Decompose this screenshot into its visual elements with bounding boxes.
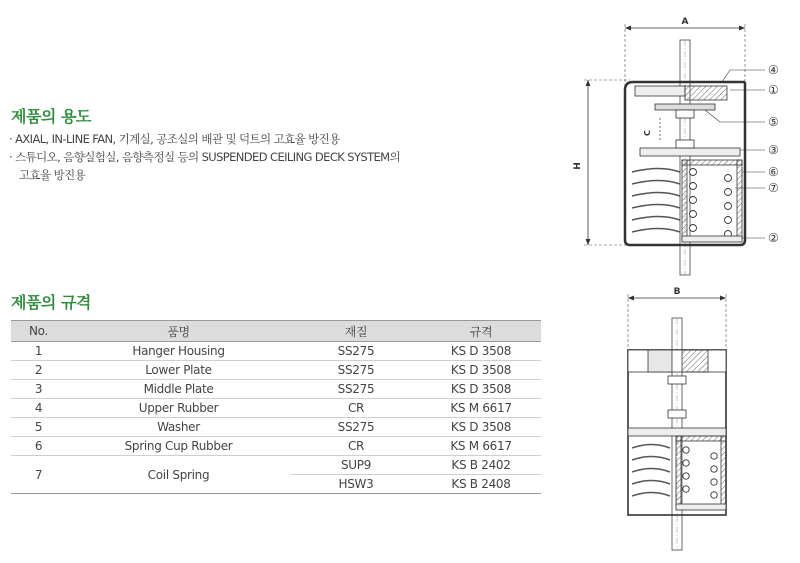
hanger-technical-drawing [560,10,800,555]
column-header-material: 재질 [291,321,421,342]
usage-item: 고효율 방진용 [19,168,86,182]
cell-material: CR [291,399,421,418]
cell-standard: KS B 2402 [421,456,541,475]
cell-name: Coil Spring [66,456,291,494]
column-header-name: 품명 [66,321,291,342]
cell-standard: KS B 2408 [421,475,541,494]
dim-c-label: C [643,130,652,136]
cell-material: SS275 [291,380,421,399]
usage-section-title: 제품의 용도 [11,107,91,126]
cell-name: Middle Plate [66,380,291,399]
table-row [11,399,541,418]
cell-material: SS275 [291,361,421,380]
usage-item: · 스튜디오, 음향실험실, 음향측정실 등의 SUSPENDED CEILING DECK SYSTEM의 [9,150,400,164]
cell-material: SS275 [291,342,421,361]
cell-no: 2 [11,361,66,380]
cell-name: Washer [66,418,291,437]
cell-no: 4 [11,399,66,418]
cell-no: 3 [11,380,66,399]
cell-standard: KS M 6617 [421,399,541,418]
callout-1: ① [768,83,779,97]
cell-standard: KS M 6617 [421,437,541,456]
cell-no: 7 [11,456,66,494]
cell-material: CR [291,437,421,456]
cell-standard: KS D 3508 [421,418,541,437]
callout-5: ⑤ [768,115,779,129]
table-row [11,361,541,380]
dim-b-label: B [673,287,681,297]
table-row [11,418,541,437]
cell-standard: KS D 3508 [421,361,541,380]
cell-standard: KS D 3508 [421,342,541,361]
column-header-standard: 규격 [421,321,541,342]
cell-name: Hanger Housing [66,342,291,361]
table-row [11,342,541,361]
column-header-no: No. [11,321,66,342]
callout-4: ④ [768,63,779,77]
cell-material: SS275 [291,418,421,437]
table-row [11,456,541,475]
cell-name: Upper Rubber [66,399,291,418]
cell-material: HSW3 [291,475,421,494]
usage-list [9,130,489,184]
dim-h-label: H [573,162,583,170]
front-view [573,17,779,275]
callout-7: ⑦ [768,181,779,195]
callout-6: ⑥ [768,165,779,179]
usage-item: · AXIAL, IN-LINE FAN, 기계실, 공조실의 배관 및 덕트의 고효율 방진용 [9,132,340,146]
side-view [628,287,726,550]
cell-standard: KS D 3508 [421,380,541,399]
table-row [11,437,541,456]
cell-no: 5 [11,418,66,437]
cell-material: SUP9 [291,456,421,475]
spec-table [11,320,541,494]
cell-name: Spring Cup Rubber [66,437,291,456]
callout-2: ② [768,231,779,245]
spec-section-title: 제품의 규격 [11,293,91,312]
dim-a-label: A [681,17,689,27]
cell-no: 1 [11,342,66,361]
table-row [11,380,541,399]
cell-no: 6 [11,437,66,456]
callout-3: ③ [768,143,779,157]
table-header-row [11,321,541,342]
cell-name: Lower Plate [66,361,291,380]
